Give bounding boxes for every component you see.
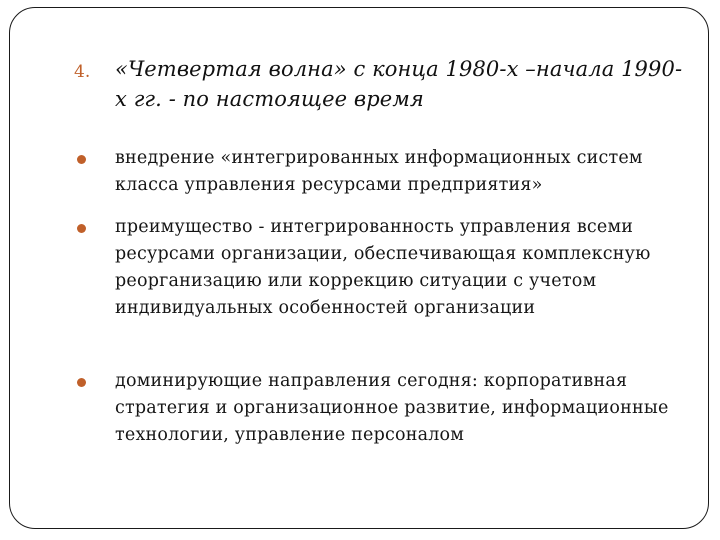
bullet-dot-icon [77, 224, 86, 233]
bullet-text: преимущество - интегрированность управления всеми ресурсами организации, обеспечивающая комплексную реорганизацию или коррекцию ситуации с учетом индивидуальных особенностей организации [115, 217, 651, 318]
bullet-text: внедрение «интегрированных информационных систем класса управления ресурсами предприятия» [115, 148, 643, 195]
slide-frame [9, 7, 709, 529]
heading-number: 4. [74, 62, 91, 82]
heading-text: «Четвертая волна» с конца 1980-х –начала 1990-х гг. - по настоящее время [115, 57, 683, 111]
bullet-dot-icon [77, 378, 86, 387]
bullet-list [10, 8, 710, 528]
bullet-text: доминирующие направления сегодня: корпоративная стратегия и организационное развитие, информационные технологии, управление персоналом [115, 371, 669, 445]
bullet-dot-icon [77, 155, 86, 164]
